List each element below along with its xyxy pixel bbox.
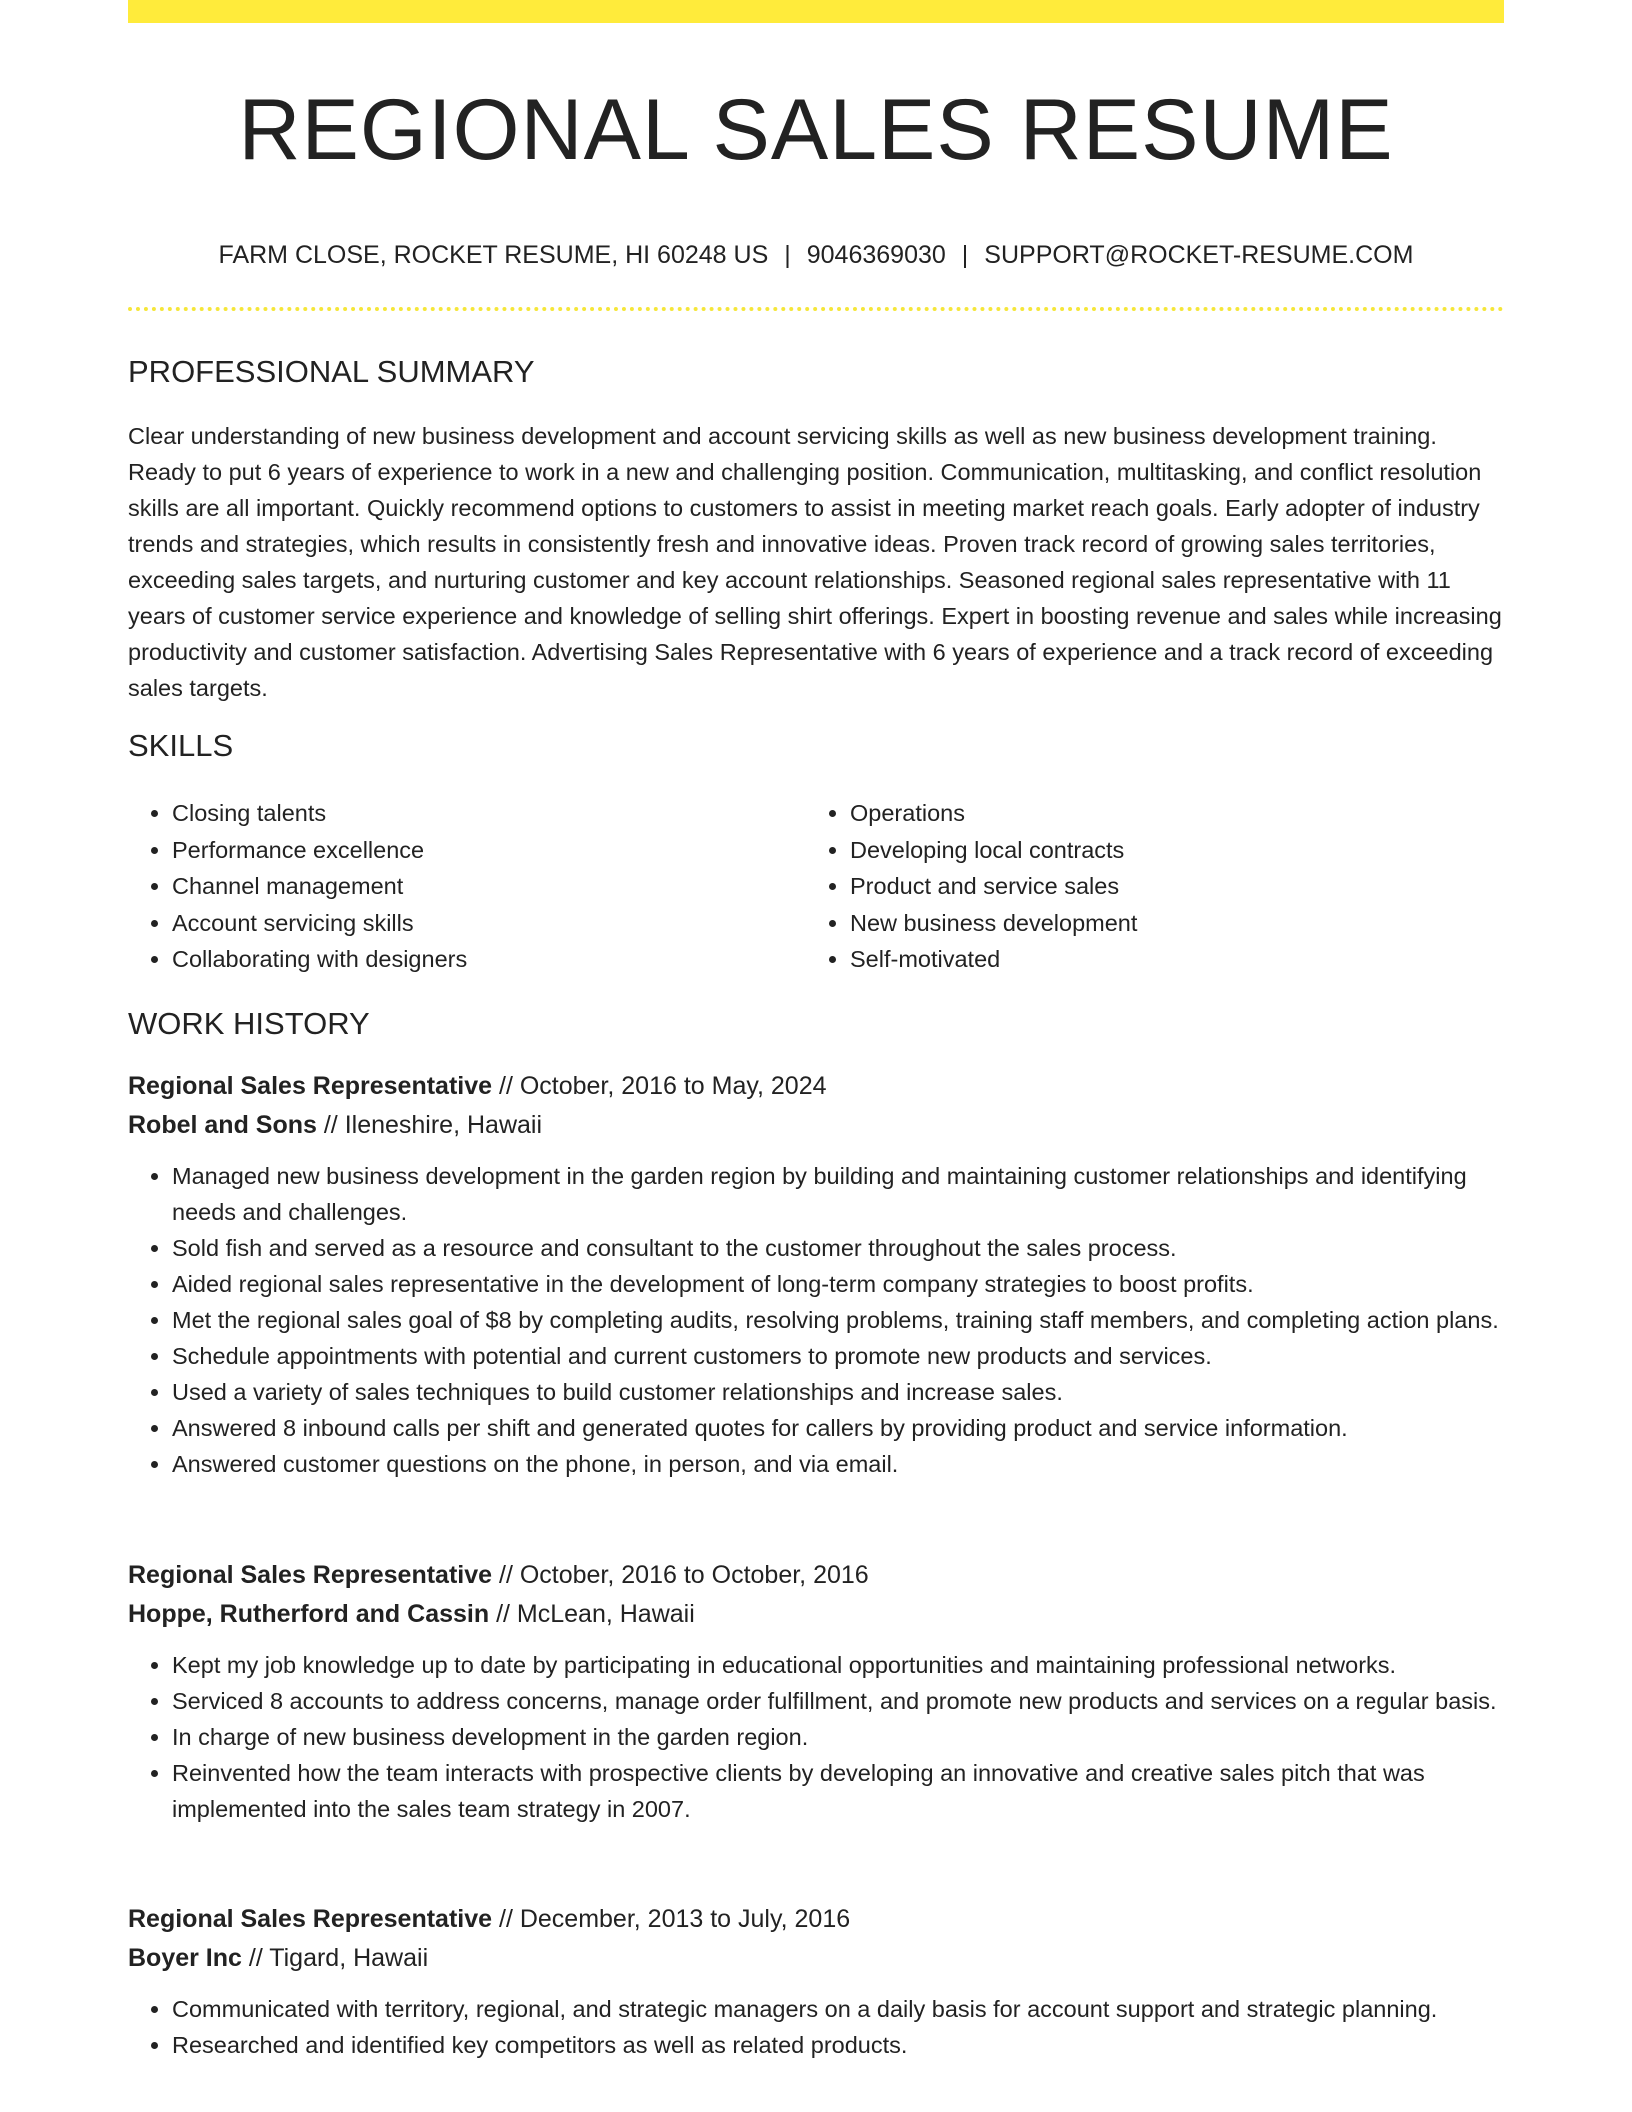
skills-list-left xyxy=(128,795,806,978)
job-bullet: • In charge of new business development in the garden region. xyxy=(172,1719,1504,1755)
job-dates: // December, 2013 to July, 2016 xyxy=(492,1905,851,1933)
job-bullet: • Met the regional sales goal of $8 by completing audits, resolving problems, training staff members, and completing action plans. xyxy=(172,1302,1504,1338)
job-dates: // October, 2016 to October, 2016 xyxy=(492,1561,869,1589)
job-company: Boyer Inc xyxy=(128,1943,242,1972)
work-history-heading: WORK HISTORY xyxy=(128,1006,370,1041)
job-dates: // October, 2016 to May, 2024 xyxy=(492,1072,827,1100)
job-location: // Ileneshire, Hawaii xyxy=(316,1110,543,1139)
skill-item: • Channel management xyxy=(172,868,806,905)
skill-item: • Collaborating with designers xyxy=(172,941,806,978)
job-title: Regional Sales Representative xyxy=(128,1072,493,1100)
job-location: // McLean, Hawaii xyxy=(489,1599,695,1628)
contact-address: FARM CLOSE, ROCKET RESUME, HI 60248 US xyxy=(218,241,769,269)
job-bullet: • Answered customer questions on the phone, in person, and via email. xyxy=(172,1446,1504,1482)
job-bullet: • Reinvented how the team interacts with prospective clients by developing an innovative and creative sales pitch that was implemented into the sales team strategy in 2007. xyxy=(172,1755,1504,1827)
summary-text: Clear understanding of new business development and account servicing skills as well as new business development training. Ready to put 6 years of experience to work in a new and challenging position. Communication, multitasking, and conflict resolution skills are all important. Quickly recommend options to customers to assist in meeting market reach goals. Early adopter of industry trends and strategies, which results in consistently fresh and innovative ideas. Proven track record of growing sales territories, exceeding sales targets, and nurturing customer and key account relationships. Seasoned regional sales representative with 11 years of customer service experience and knowledge of selling shirt offerings. Expert in boosting revenue and sales while increasing productivity and customer satisfaction. Advertising Sales Representative with 6 years of experience and a track record of exceeding sales targets. xyxy=(128,423,1502,701)
job-title-line xyxy=(128,1900,1504,1939)
job-company-line xyxy=(128,1106,1504,1145)
job-title-line xyxy=(128,1067,1504,1106)
skill-item: • Account servicing skills xyxy=(172,905,806,942)
job-bullet: • Serviced 8 accounts to address concerns, manage order fulfillment, and promote new products and services on a regular basis. xyxy=(172,1683,1504,1719)
skill-item: • Closing talents xyxy=(172,795,806,832)
contact-email: SUPPORT@ROCKET-RESUME.COM xyxy=(984,241,1414,269)
resume-title: REGIONAL SALES RESUME xyxy=(238,82,1394,178)
job-entry xyxy=(128,1556,1504,1827)
skills-list-right xyxy=(806,795,1484,978)
skill-item: • New business development xyxy=(850,905,1484,942)
skill-item: • Product and service sales xyxy=(850,868,1484,905)
job-title-line xyxy=(128,1556,1504,1595)
contact-separator: | xyxy=(961,241,969,269)
job-location: // Tigard, Hawaii xyxy=(241,1943,429,1972)
job-title: Regional Sales Representative xyxy=(128,1561,493,1589)
resume-page xyxy=(128,0,1504,2112)
contact-separator: | xyxy=(784,241,791,269)
job-bullet: • Sold fish and served as a resource and consultant to the customer throughout the sales process. xyxy=(172,1230,1504,1266)
skill-item: • Developing local contracts xyxy=(850,832,1484,869)
skill-item: • Performance excellence xyxy=(172,832,806,869)
job-bullet: • Answered 8 inbound calls per shift and generated quotes for callers by providing product and service information. xyxy=(172,1410,1504,1446)
job-bullet: • Schedule appointments with potential and current customers to promote new products and services. xyxy=(172,1338,1504,1374)
job-entry xyxy=(128,1067,1504,1482)
skills-columns xyxy=(128,795,1504,978)
accent-bar xyxy=(128,0,1504,23)
job-bullet: • Communicated with territory, regional, and strategic managers on a daily basis for account support and strategic planning. xyxy=(172,1991,1504,2027)
header-divider xyxy=(128,307,1504,311)
skill-item: • Self-motivated xyxy=(850,941,1484,978)
job-bullet: • Managed new business development in the garden region by building and maintaining customer relationships and identifying needs and challenges. xyxy=(172,1158,1504,1230)
job-bullet: • Used a variety of sales techniques to build customer relationships and increase sales. xyxy=(172,1374,1504,1410)
job-bullet: • Kept my job knowledge up to date by participating in educational opportunities and maintaining professional networks. xyxy=(172,1647,1504,1683)
job-bullets xyxy=(128,1158,1504,1482)
job-company: Robel and Sons xyxy=(128,1110,317,1139)
job-bullets xyxy=(128,1991,1504,2063)
job-entry xyxy=(128,1900,1504,2063)
job-company: Hoppe, Rutherford and Cassin xyxy=(128,1599,490,1628)
summary-heading: PROFESSIONAL SUMMARY xyxy=(128,354,535,389)
job-bullet: • Aided regional sales representative in the development of long-term company strategies to boost profits. xyxy=(172,1266,1504,1302)
job-company-line xyxy=(128,1595,1504,1634)
contact-line xyxy=(128,238,1504,272)
job-company-line xyxy=(128,1939,1504,1978)
skill-item: • Operations xyxy=(850,795,1484,832)
job-bullet: • Researched and identified key competitors as well as related products. xyxy=(172,2027,1504,2063)
job-title: Regional Sales Representative xyxy=(128,1905,493,1933)
job-bullets xyxy=(128,1647,1504,1827)
skills-heading: SKILLS xyxy=(128,728,234,763)
contact-phone: 9046369030 xyxy=(806,241,946,269)
